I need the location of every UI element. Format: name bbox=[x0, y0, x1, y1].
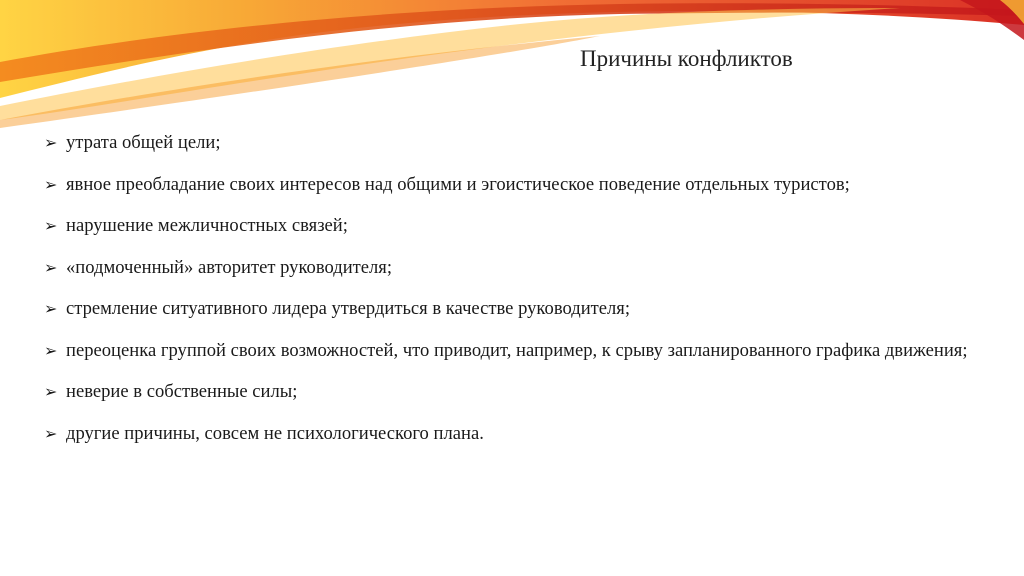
arrow-bullet-icon: ➢ bbox=[44, 174, 58, 194]
list-item bbox=[44, 122, 981, 164]
list-item-text: явное преобладание своих интересов над общими и эгоистическое поведение отдельных туристов; bbox=[66, 173, 850, 195]
slide-title: Причины конфликтов bbox=[580, 46, 793, 71]
arrow-bullet-icon: ➢ bbox=[44, 216, 58, 235]
causes-list bbox=[44, 122, 981, 454]
list-item-text: стремление ситуативного лидера утвердиться в качестве руководителя; bbox=[66, 298, 631, 319]
list-item-text: «подмоченный» авторитет руководителя; bbox=[66, 256, 393, 278]
arrow-bullet-icon: ➢ bbox=[44, 133, 58, 152]
list-item bbox=[44, 205, 981, 247]
list-item-text: утрата общей цели; bbox=[66, 132, 221, 153]
list-item bbox=[44, 164, 981, 206]
list-item bbox=[44, 247, 981, 289]
list-item bbox=[44, 371, 981, 413]
arrow-bullet-icon: ➢ bbox=[44, 423, 58, 443]
list-item bbox=[44, 288, 981, 330]
list-item-text: другие причины, совсем не психологического плана. bbox=[66, 422, 484, 444]
decorative-swoosh bbox=[0, 0, 1024, 140]
arrow-bullet-icon: ➢ bbox=[44, 299, 58, 318]
list-item-text: переоценка группой своих возможностей, что приводит, например, к срыву запланированного графика движения; bbox=[66, 339, 968, 361]
list-item bbox=[44, 413, 981, 455]
list-item-text: нарушение межличностных связей; bbox=[66, 215, 348, 236]
arrow-bullet-icon: ➢ bbox=[44, 257, 58, 277]
list-item bbox=[44, 330, 981, 372]
arrow-bullet-icon: ➢ bbox=[44, 382, 58, 401]
list-item-text: неверие в собственные силы; bbox=[66, 381, 298, 402]
arrow-bullet-icon: ➢ bbox=[44, 340, 58, 360]
